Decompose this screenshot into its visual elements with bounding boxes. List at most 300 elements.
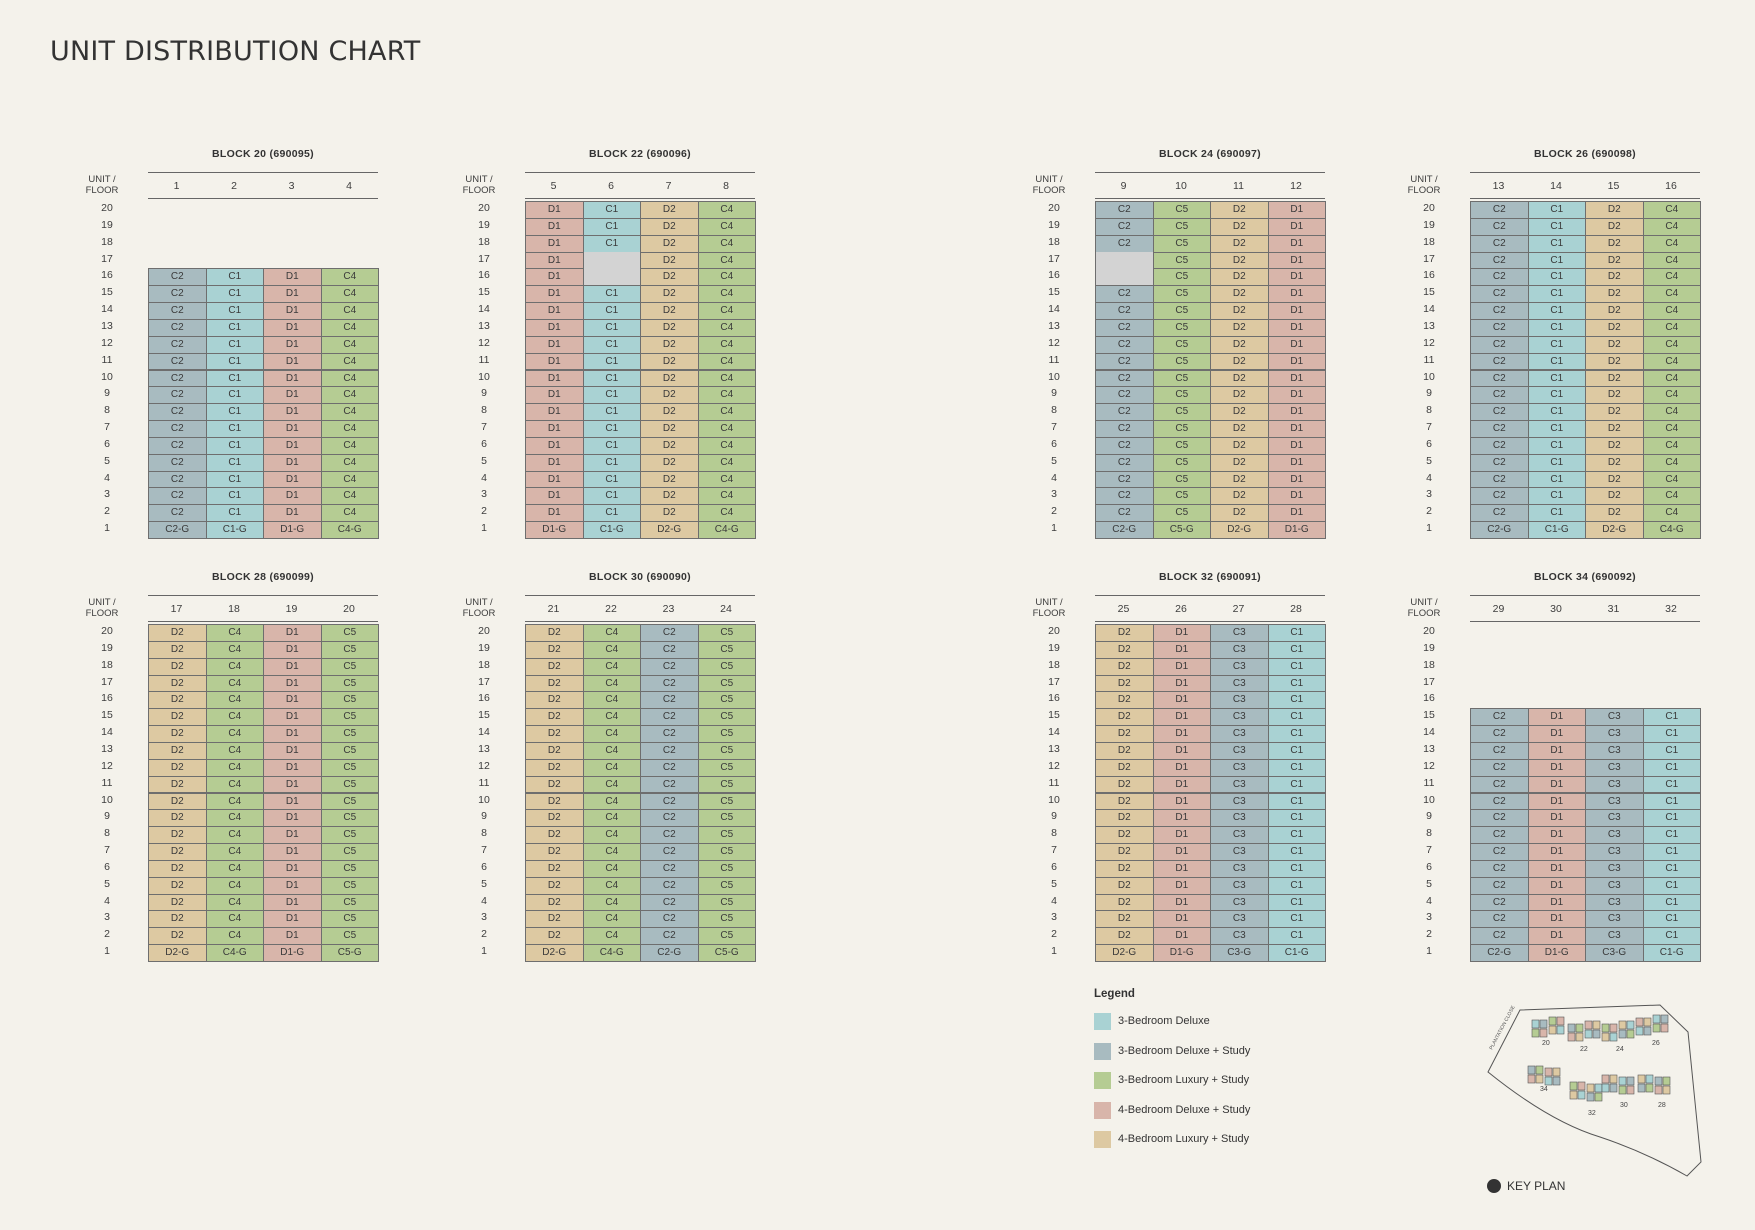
- unit-cell: D2: [148, 809, 207, 827]
- block-column-rule: [148, 198, 378, 199]
- unit-cell: D1: [263, 843, 322, 861]
- unit-cell: C5: [698, 725, 757, 743]
- unit-cell: D1: [525, 353, 584, 371]
- unit-column-number: 12: [1290, 180, 1302, 192]
- unit-cell: C2: [1470, 218, 1529, 236]
- unit-cell: D1: [1268, 504, 1327, 522]
- unit-cell: D1: [1528, 759, 1587, 777]
- unit-cell: D2: [1210, 471, 1269, 489]
- unit-cell: D1: [1153, 793, 1212, 811]
- legend-label: 4-Bedroom Luxury + Study: [1118, 1133, 1250, 1145]
- unit-cell: C4: [1643, 403, 1702, 421]
- unit-cell: C1: [583, 201, 642, 219]
- unit-cell: C4: [206, 742, 265, 760]
- unit-cell: D1: [1528, 742, 1587, 760]
- unit-cell: D2: [148, 708, 207, 726]
- unit-column-number: 24: [720, 603, 732, 615]
- unit-cell: D2: [1095, 843, 1154, 861]
- unit-cell: C2: [1470, 386, 1529, 404]
- block-title: BLOCK 34 (690092): [1534, 571, 1636, 583]
- unit-cell: C4: [206, 675, 265, 693]
- unit-column-number: 6: [608, 180, 614, 192]
- unit-cell: D1: [263, 877, 322, 895]
- unit-cell: D2: [148, 624, 207, 642]
- unit-cell: C1: [1268, 742, 1327, 760]
- unit-cell: C1: [1268, 641, 1327, 659]
- key-plan-unit: [1568, 1024, 1575, 1032]
- floor-number: 20: [1048, 202, 1060, 214]
- unit-cell: C2: [1470, 725, 1529, 743]
- unit-cell: D1: [1153, 776, 1212, 794]
- unit-cell: C4: [206, 826, 265, 844]
- unit-cell: D1: [263, 826, 322, 844]
- unit-column-number: 20: [343, 603, 355, 615]
- floor-number: 18: [1423, 658, 1435, 671]
- unit-cell: D2: [1095, 826, 1154, 844]
- unit-cell: C1: [1268, 675, 1327, 693]
- unit-cell: D1: [1153, 624, 1212, 642]
- floor-number: 4: [1051, 471, 1057, 484]
- floor-number: 3: [1426, 911, 1432, 924]
- unit-cell: D2: [1585, 353, 1644, 371]
- unit-floor-header: [1394, 174, 1454, 196]
- unit-cell: D1: [263, 504, 322, 522]
- unit-cell: D1: [263, 437, 322, 455]
- unit-cell: C4: [583, 725, 642, 743]
- unit-floor-header: [1019, 597, 1079, 619]
- floor-number: 4: [481, 471, 487, 484]
- unit-cell: C1: [206, 437, 265, 455]
- floor-number: 11: [1048, 776, 1060, 789]
- floor-number: 2: [104, 505, 110, 518]
- unit-cell: D1: [1153, 725, 1212, 743]
- unit-cell: D1: [1528, 708, 1587, 726]
- unit-cell: C2: [1470, 302, 1529, 320]
- unit-cell: C1: [1528, 218, 1587, 236]
- floor-number: 8: [1051, 404, 1057, 417]
- floor-number: 10: [101, 793, 113, 806]
- key-plan-unit: [1532, 1029, 1539, 1037]
- unit-cell: C1: [1643, 927, 1702, 945]
- unit-cell: C1: [1528, 353, 1587, 371]
- key-plan-unit: [1576, 1024, 1583, 1032]
- unit-cell: C4: [321, 420, 380, 438]
- unit-cell: C4: [698, 420, 757, 438]
- unit-cell: C2: [1095, 235, 1154, 253]
- unit-cell: C4: [321, 454, 380, 472]
- unit-cell: C2: [1095, 302, 1154, 320]
- unit-cell: C1: [206, 487, 265, 505]
- unit-cell: D1: [1153, 894, 1212, 912]
- unit-cell: D2: [640, 353, 699, 371]
- key-plan-unit: [1663, 1086, 1670, 1094]
- key-plan-unit: [1585, 1030, 1592, 1038]
- block-column-rule: [1470, 621, 1700, 622]
- unit-cell: C4: [321, 504, 380, 522]
- floor-number: 19: [1423, 641, 1435, 654]
- floor-number: 14: [1423, 726, 1435, 739]
- unit-cell: C1: [1528, 420, 1587, 438]
- page-title: UNIT DISTRIBUTION CHART: [50, 36, 421, 67]
- unit-cell: C4: [583, 759, 642, 777]
- unit-cell: C4: [583, 877, 642, 895]
- unit-cell: C4: [583, 860, 642, 878]
- unit-cell: D1: [1268, 403, 1327, 421]
- key-plan-unit: [1646, 1075, 1653, 1083]
- floor-number: 5: [1426, 877, 1432, 890]
- unit-cell: D2: [1095, 877, 1154, 895]
- unit-cell: D1: [525, 487, 584, 505]
- unit-cell: C3: [1210, 658, 1269, 676]
- unit-cell: C4: [321, 268, 380, 286]
- floor-number: 4: [104, 894, 110, 907]
- floor-number: 20: [478, 202, 490, 214]
- unit-cell: C2: [1470, 471, 1529, 489]
- unit-cell: D2: [1585, 403, 1644, 421]
- unit-cell: D2: [1210, 268, 1269, 286]
- unit-cell: [1095, 252, 1154, 270]
- key-plan-block-label: 28: [1658, 1102, 1666, 1109]
- unit-cell: D2: [640, 252, 699, 270]
- unit-cell: D2: [1210, 319, 1269, 337]
- unit-cell: C4: [698, 454, 757, 472]
- floor-number: 6: [1051, 860, 1057, 873]
- unit-cell: C4: [698, 252, 757, 270]
- unit-cell: C5: [1153, 370, 1212, 388]
- unit-cell: D2: [640, 471, 699, 489]
- unit-cell: C5: [321, 843, 380, 861]
- floor-number: 8: [481, 827, 487, 840]
- unit-cell: D2: [640, 285, 699, 303]
- unit-floor-header-line: UNIT /: [465, 174, 493, 185]
- unit-cell: D2: [640, 370, 699, 388]
- unit-column-number: 30: [1550, 603, 1562, 615]
- unit-cell: C4: [698, 437, 757, 455]
- unit-cell: C4: [206, 877, 265, 895]
- unit-cell: C1: [583, 504, 642, 522]
- unit-cell: D1: [1153, 658, 1212, 676]
- unit-cell: C2: [1095, 504, 1154, 522]
- unit-cell: C5: [698, 708, 757, 726]
- floor-number: 19: [1423, 218, 1435, 231]
- unit-cell: C4: [1643, 285, 1702, 303]
- block-column-rule: [525, 198, 755, 199]
- unit-cell: C3-G: [1585, 944, 1644, 962]
- unit-cell: C5: [698, 910, 757, 928]
- block-title: BLOCK 24 (690097): [1159, 148, 1261, 160]
- unit-cell: D2: [1095, 725, 1154, 743]
- unit-cell: D2: [640, 218, 699, 236]
- unit-cell: D1: [263, 708, 322, 726]
- unit-cell: D1: [263, 725, 322, 743]
- unit-column-number: 14: [1550, 180, 1562, 192]
- unit-cell: C4: [1643, 201, 1702, 219]
- unit-cell: C1: [206, 386, 265, 404]
- floor-number: 1: [1426, 945, 1432, 958]
- floor-number: 9: [1051, 810, 1057, 823]
- unit-cell: C1: [1528, 487, 1587, 505]
- floor-number: 19: [101, 218, 113, 231]
- unit-cell: C5: [1153, 403, 1212, 421]
- unit-cell: D2: [640, 454, 699, 472]
- floor-number: 4: [1426, 471, 1432, 484]
- unit-cell: C3: [1585, 809, 1644, 827]
- unit-cell: C1: [1268, 776, 1327, 794]
- floor-number: 15: [101, 286, 113, 299]
- unit-cell: D2: [148, 691, 207, 709]
- key-plan-unit: [1627, 1086, 1634, 1094]
- floor-number: 6: [481, 860, 487, 873]
- legend-swatch: [1094, 1131, 1111, 1148]
- floor-number: 9: [1051, 387, 1057, 400]
- unit-cell: C4: [698, 302, 757, 320]
- unit-cell: C1: [1268, 894, 1327, 912]
- unit-cell: C4: [321, 285, 380, 303]
- key-plan-unit: [1627, 1021, 1634, 1029]
- unit-column-number: 19: [285, 603, 298, 615]
- key-plan-block-label: 32: [1588, 1110, 1596, 1117]
- floor-number: 11: [1048, 353, 1060, 366]
- unit-cell: D2-G: [148, 944, 207, 962]
- unit-cell: C1-G: [1643, 944, 1702, 962]
- block-header-rule: [1095, 172, 1325, 173]
- unit-cell: D2: [525, 742, 584, 760]
- key-plan-unit: [1578, 1082, 1585, 1090]
- key-plan-unit: [1593, 1030, 1600, 1038]
- unit-cell: C4: [1643, 386, 1702, 404]
- unit-floor-header-line: UNIT /: [1410, 174, 1438, 185]
- unit-cell: C5: [1153, 437, 1212, 455]
- unit-cell: C4: [1643, 302, 1702, 320]
- legend-label: 3-Bedroom Deluxe: [1118, 1015, 1210, 1027]
- unit-cell: C1: [1268, 624, 1327, 642]
- unit-cell: D2: [1585, 218, 1644, 236]
- unit-cell: C5: [321, 691, 380, 709]
- unit-cell: D1: [1528, 843, 1587, 861]
- floor-number: 2: [104, 928, 110, 941]
- unit-cell: D1: [525, 370, 584, 388]
- unit-cell: C4: [698, 235, 757, 253]
- unit-cell: C4: [583, 927, 642, 945]
- unit-column-number: 17: [170, 603, 183, 615]
- unit-floor-header-line: FLOOR: [1032, 185, 1066, 196]
- unit-cell: C1: [583, 454, 642, 472]
- unit-cell: C2: [1470, 759, 1529, 777]
- floor-number: 16: [478, 269, 490, 282]
- unit-cell: C1: [583, 218, 642, 236]
- unit-cell: C1: [1268, 759, 1327, 777]
- unit-cell: D2: [1210, 353, 1269, 371]
- unit-cell: D2: [1585, 487, 1644, 505]
- block-header-rule: [1095, 595, 1325, 596]
- unit-cell: C2: [1470, 487, 1529, 505]
- unit-cell: C1: [206, 268, 265, 286]
- floor-number: 5: [481, 877, 487, 890]
- key-plan-unit: [1578, 1091, 1585, 1099]
- key-plan-block-label: 24: [1616, 1046, 1624, 1053]
- unit-cell: C4: [321, 437, 380, 455]
- key-plan-unit: [1644, 1027, 1651, 1035]
- unit-cell: C2: [1470, 894, 1529, 912]
- unit-cell: C4: [1643, 353, 1702, 371]
- unit-cell: C2: [1095, 285, 1154, 303]
- unit-cell: C2: [1095, 218, 1154, 236]
- unit-column-number: 25: [1117, 603, 1130, 615]
- legend-title: Legend: [1094, 988, 1135, 1000]
- block-header-rule: [148, 172, 378, 173]
- floor-number: 7: [1051, 844, 1057, 857]
- key-plan-unit: [1595, 1084, 1602, 1092]
- unit-cell: C1: [1528, 252, 1587, 270]
- unit-cell: C4: [698, 504, 757, 522]
- unit-cell: C2: [1470, 454, 1529, 472]
- key-plan-unit: [1528, 1066, 1535, 1074]
- unit-cell: C1: [1643, 894, 1702, 912]
- key-plan-unit: [1655, 1086, 1662, 1094]
- unit-cell: C5: [698, 624, 757, 642]
- key-plan-unit: [1545, 1068, 1552, 1076]
- unit-cell: C4: [321, 403, 380, 421]
- floor-number: 12: [101, 759, 113, 772]
- block-title: BLOCK 28 (690099): [212, 571, 314, 583]
- unit-cell: C2: [1470, 826, 1529, 844]
- unit-column-number: 7: [665, 180, 672, 192]
- unit-cell: D2: [1585, 268, 1644, 286]
- unit-cell: D1: [525, 471, 584, 489]
- unit-cell: C1-G: [1528, 521, 1587, 539]
- unit-cell: C5: [321, 927, 380, 945]
- unit-cell: C5: [321, 910, 380, 928]
- unit-cell: C3: [1585, 776, 1644, 794]
- unit-cell: C5: [321, 641, 380, 659]
- unit-cell: C2: [640, 691, 699, 709]
- unit-cell: D2: [640, 336, 699, 354]
- unit-cell: C1: [583, 403, 642, 421]
- unit-cell: C3-G: [1210, 944, 1269, 962]
- floor-number: 6: [481, 437, 487, 450]
- floor-number: 5: [104, 454, 110, 467]
- unit-cell: D2: [525, 708, 584, 726]
- unit-cell: C1: [583, 420, 642, 438]
- floor-number: 14: [478, 303, 490, 316]
- floor-number: 13: [1423, 742, 1435, 755]
- key-plan-unit: [1638, 1075, 1645, 1083]
- unit-cell: C4: [321, 353, 380, 371]
- unit-cell: C4: [1643, 319, 1702, 337]
- unit-cell: D2-G: [1210, 521, 1269, 539]
- unit-cell: C5: [698, 860, 757, 878]
- unit-cell: D1: [263, 675, 322, 693]
- unit-cell: C1: [1528, 285, 1587, 303]
- floor-number: 14: [101, 303, 113, 316]
- unit-cell: C1: [206, 504, 265, 522]
- key-plan-map: [1480, 1002, 1706, 1198]
- unit-cell: D1: [263, 759, 322, 777]
- unit-cell: D2: [148, 641, 207, 659]
- key-plan-unit: [1610, 1024, 1617, 1032]
- floor-number: 12: [101, 336, 113, 349]
- unit-cell: D2: [525, 691, 584, 709]
- unit-cell: C3: [1585, 708, 1644, 726]
- unit-cell: C5: [1153, 285, 1212, 303]
- floor-number: 5: [1051, 877, 1057, 890]
- unit-cell: C5: [698, 877, 757, 895]
- key-plan-unit: [1587, 1093, 1594, 1101]
- floor-number: 5: [1426, 454, 1432, 467]
- floor-number: 18: [1048, 658, 1060, 671]
- unit-column-number: 5: [550, 180, 557, 192]
- unit-cell: C5: [321, 793, 380, 811]
- floor-number: 8: [104, 404, 110, 417]
- unit-cell: D1: [1528, 927, 1587, 945]
- unit-cell: D1: [1153, 809, 1212, 827]
- key-plan-unit: [1653, 1015, 1660, 1023]
- unit-column-number: 23: [662, 603, 675, 615]
- unit-cell: D2: [1095, 691, 1154, 709]
- unit-floor-header-line: FLOOR: [462, 185, 496, 196]
- floor-number: 12: [1423, 336, 1435, 349]
- key-plan-unit: [1636, 1018, 1643, 1026]
- unit-cell: D1: [1153, 641, 1212, 659]
- key-plan-unit: [1655, 1077, 1662, 1085]
- unit-column-number: 28: [1290, 603, 1302, 615]
- unit-cell: D1-G: [263, 944, 322, 962]
- unit-cell: C1: [1268, 793, 1327, 811]
- unit-cell: D2: [525, 826, 584, 844]
- unit-cell: C3: [1585, 759, 1644, 777]
- unit-cell: C4: [206, 658, 265, 676]
- unit-cell: D1: [1268, 487, 1327, 505]
- floor-number: 9: [104, 810, 110, 823]
- unit-cell: C5: [1153, 302, 1212, 320]
- unit-cell: D2: [1210, 235, 1269, 253]
- unit-cell: C1: [1268, 809, 1327, 827]
- floor-number: 18: [478, 235, 490, 248]
- unit-cell: C1: [1643, 742, 1702, 760]
- unit-cell: C4: [1643, 471, 1702, 489]
- floor-number: 9: [481, 387, 487, 400]
- unit-cell: C4: [698, 319, 757, 337]
- unit-cell: C4: [1643, 268, 1702, 286]
- floor-number: 17: [1048, 252, 1060, 265]
- unit-cell: C3: [1585, 860, 1644, 878]
- unit-cell: D1: [263, 471, 322, 489]
- unit-column-number: 1: [173, 180, 180, 192]
- unit-cell: C2: [1095, 487, 1154, 505]
- unit-cell: C4-G: [1643, 521, 1702, 539]
- unit-cell: C5: [1153, 353, 1212, 371]
- unit-column-number: 26: [1175, 603, 1187, 615]
- unit-cell: D2: [1095, 624, 1154, 642]
- floor-number: 1: [104, 945, 110, 958]
- floor-number: 19: [478, 218, 490, 231]
- unit-cell: C3: [1210, 624, 1269, 642]
- unit-cell: D2: [148, 826, 207, 844]
- floor-number: 20: [101, 202, 113, 214]
- floor-number: 7: [1051, 421, 1057, 434]
- unit-column-number: 11: [1233, 180, 1244, 192]
- block-header-rule: [525, 595, 755, 596]
- floor-number: 1: [1051, 945, 1057, 958]
- unit-cell: C1: [1268, 877, 1327, 895]
- unit-cell: D2-G: [1585, 521, 1644, 539]
- unit-cell: C3: [1210, 843, 1269, 861]
- unit-cell: D1: [1268, 420, 1327, 438]
- key-plan-icon: [1487, 1179, 1501, 1193]
- unit-cell: D2-G: [1095, 944, 1154, 962]
- unit-cell: C3: [1210, 759, 1269, 777]
- block-column-rule: [1470, 198, 1700, 199]
